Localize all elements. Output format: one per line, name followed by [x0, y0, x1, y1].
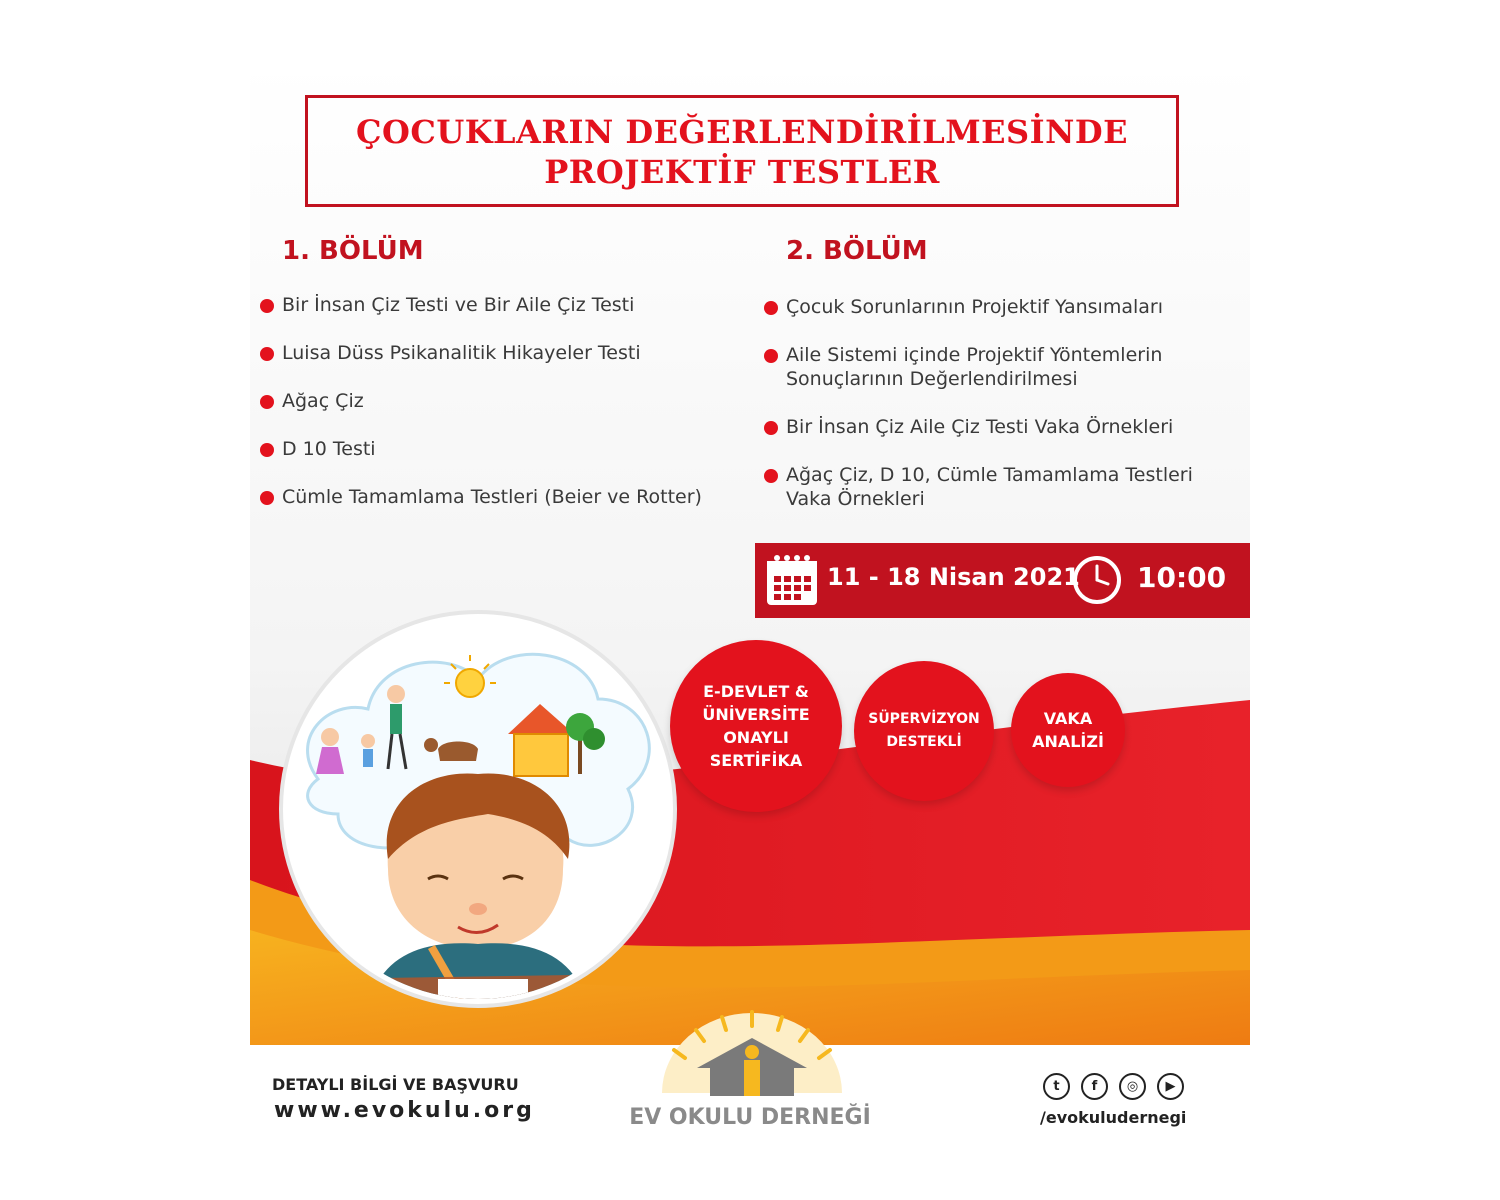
calendar-icon — [763, 553, 821, 609]
child-drawing-illustration — [278, 609, 678, 1009]
list-item-line: Sonuçlarının Değerlendirilmesi — [786, 368, 1078, 390]
list-item: Ağaç Çiz — [260, 389, 702, 413]
badge-line: SÜPERVİZYON — [868, 711, 980, 727]
logo-text: EV OKULU DERNEĞİ — [629, 1105, 871, 1130]
clock-icon — [1071, 554, 1123, 606]
facebook-icon[interactable]: f — [1081, 1073, 1108, 1100]
title-line-1: ÇOCUKLARIN DEĞERLENDİRİLMESİNDE — [356, 113, 1128, 151]
twitter-icon[interactable]: t — [1043, 1073, 1070, 1100]
badge-certificate — [670, 640, 842, 812]
title-line-2: PROJEKTİF TESTLER — [544, 153, 940, 191]
section1-heading: 1. BÖLÜM — [282, 236, 424, 266]
schedule-bar — [755, 543, 1250, 618]
badge-supervision — [854, 661, 994, 801]
list-item-line: Ağaç Çiz, D 10, Cümle Tamamlama Testleri — [786, 464, 1193, 486]
social-handle[interactable]: /evokuludernegi — [1040, 1108, 1187, 1127]
list-item: Luisa Düss Psikanalitik Hikayeler Testi — [260, 341, 702, 365]
list-item — [764, 343, 1193, 391]
list-item-line: Çocuk Sorunlarının Projektif Yansımaları — [786, 296, 1164, 318]
footer-info: DETAYLI BİLGİ VE BAŞVURU — [272, 1075, 519, 1094]
schedule-time: 10:00 — [1137, 561, 1227, 594]
badge-line: E-DEVLET & — [703, 682, 809, 701]
badge-case-analysis — [1011, 673, 1125, 787]
list-item: D 10 Testi — [260, 437, 702, 461]
list-item — [764, 463, 1193, 511]
badge-line: DESTEKLİ — [886, 734, 962, 750]
list-item — [764, 295, 1193, 319]
section2-heading: 2. BÖLÜM — [786, 236, 928, 266]
title-box — [305, 95, 1179, 207]
badge-line: VAKA — [1043, 709, 1093, 728]
instagram-icon[interactable]: ◎ — [1119, 1073, 1146, 1100]
badge-line: ONAYLI — [723, 728, 789, 747]
list-item — [764, 415, 1193, 439]
section1-list — [260, 293, 702, 509]
logo-icon — [652, 1008, 852, 1103]
list-item-line: Aile Sistemi içinde Projektif Yöntemlerin — [786, 344, 1163, 366]
youtube-icon[interactable]: ▶ — [1157, 1073, 1184, 1100]
badge-line: SERTİFİKA — [709, 751, 803, 770]
badge-line: ANALİZİ — [1032, 732, 1104, 751]
list-item: Cümle Tamamlama Testleri (Beier ve Rotter) — [260, 485, 702, 509]
section2-list — [764, 295, 1193, 511]
list-item-line: Vaka Örnekleri — [786, 488, 925, 510]
schedule-dates: 11 - 18 Nisan 2021 — [827, 563, 1080, 591]
footer-url[interactable]: www.evokulu.org — [274, 1098, 535, 1123]
badge-line: ÜNİVERSİTE — [702, 705, 810, 724]
list-item-line: Bir İnsan Çiz Aile Çiz Testi Vaka Örnekleri — [786, 416, 1174, 438]
poster-card — [250, 60, 1250, 1150]
list-item: Bir İnsan Çiz Testi ve Bir Aile Çiz Testi — [260, 293, 702, 317]
